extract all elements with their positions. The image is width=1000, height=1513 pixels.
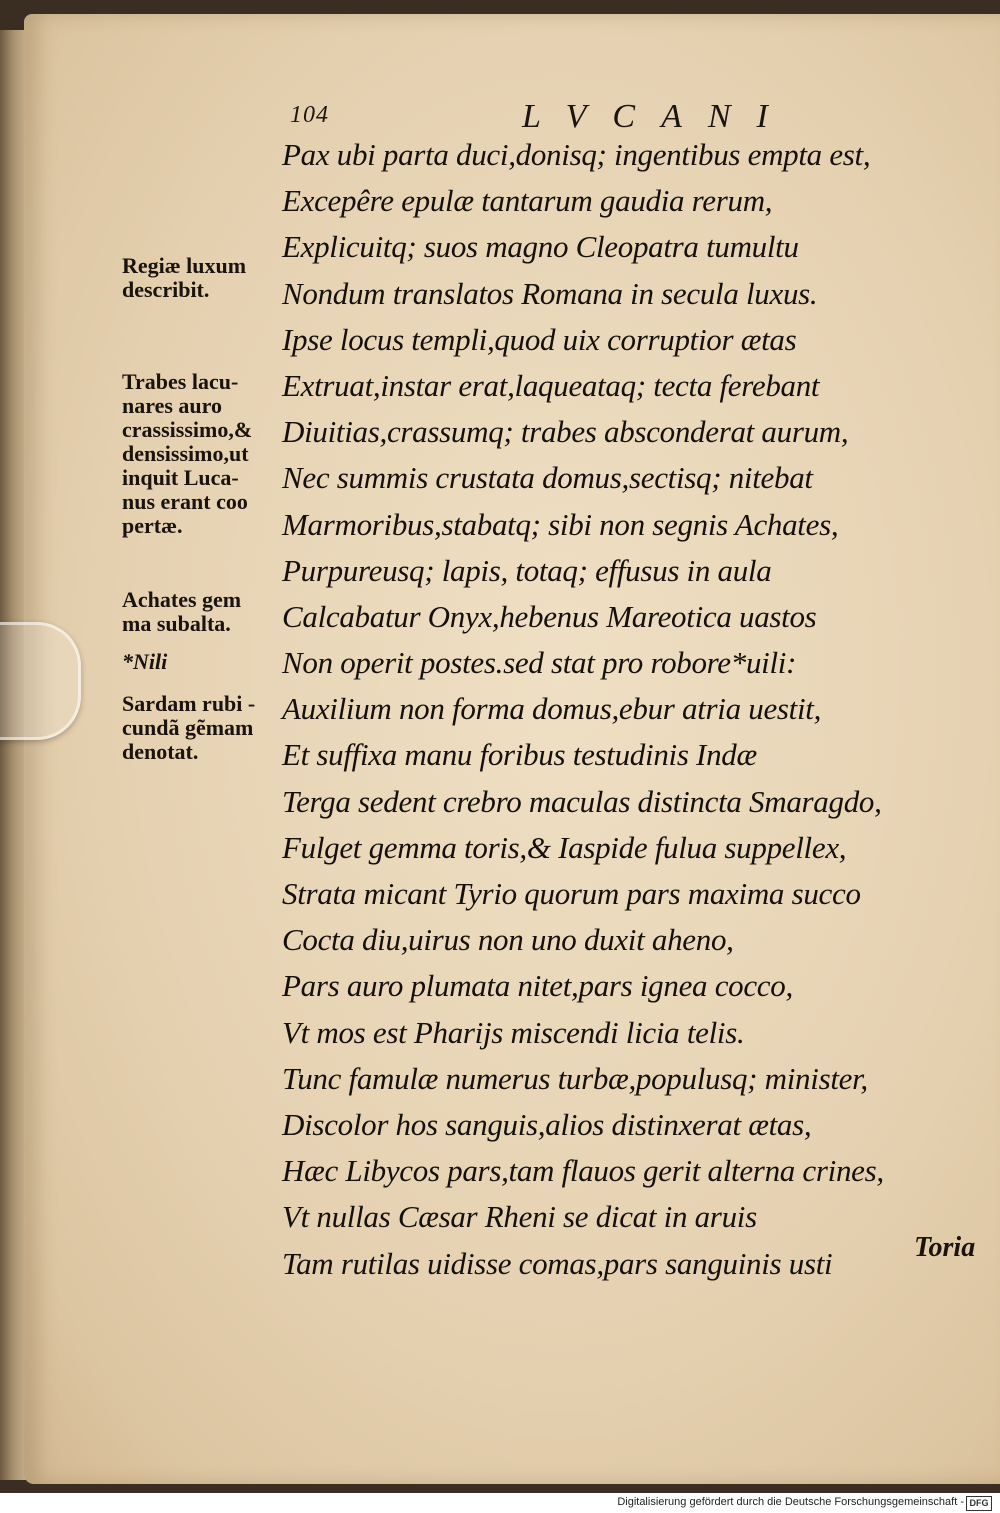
verse-line: Vt mos est Pharijs miscendi licia telis. — [282, 1014, 745, 1050]
verse-line: Pax ubi parta duci,donisq; ingentibus empta est, — [282, 137, 871, 172]
margin-note-luxury: Regiæ luxum describit. — [122, 253, 247, 302]
verse-line: Explicuitq; suos magno Cleopatra tumultu — [282, 229, 799, 265]
verse-line: Tunc famulæ numerus turbæ,populusq; minister, — [282, 1060, 868, 1096]
verse-line: Et suffixa manu foribus testudinis Indæ — [282, 737, 757, 773]
verse-line: Diuitias,crassumq; trabes absconderat aurum, — [282, 414, 849, 450]
margin-note-nili: *Nili — [122, 649, 168, 674]
verse-line: Cocta diu,uirus non uno duxit aheno, — [282, 922, 734, 958]
verse-line: Terga sedent crebro maculas distincta Smaragdo, — [282, 783, 882, 819]
verse-line: Hæc Libycos pars,tam flauos gerit alterna crines, — [282, 1153, 884, 1189]
verse-line: Discolor hos sanguis,alios distinxerat ætas, — [282, 1106, 812, 1142]
verse-line: Vt nullas Cæsar Rheni se dicat in aruis — [282, 1199, 757, 1235]
dfg-logo-icon: DFG — [966, 1496, 992, 1511]
verse-line: Auxilium non forma domus,ebur atria uestit, — [282, 691, 822, 727]
footer-bar — [0, 1493, 1000, 1513]
verse-line: Purpureusq; lapis, totaq; effusus in aula — [282, 552, 772, 588]
verse-line: Extruat,instar erat,laqueataq; tecta ferebant — [282, 367, 820, 403]
funding-credit: Digitalisierung gefördert durch die Deutsche Forschungsgemeinschaft - — [617, 1496, 964, 1508]
verse-line: Non operit postes.sed stat pro robore*uili: — [282, 645, 797, 681]
margin-note-beams: Trabes lacu- nares auro crassissimo,& densissimo,ut inquit Luca- nus erant coo pertæ. — [122, 369, 253, 538]
verse-line: Strata micant Tyrio quorum pars maxima succo — [282, 876, 861, 911]
verse-line: Tam rutilas uidisse comas,pars sanguinis usti — [282, 1245, 833, 1281]
verse-line: Pars auro plumata nitet,pars ignea cocco, — [282, 968, 793, 1004]
running-head: LVCANI — [522, 98, 794, 135]
margin-note-achates: Achates gem ma subalta. — [122, 587, 242, 636]
verse-text — [282, 132, 982, 1287]
margin-note-sarda: Sardam rubi - cundã gẽmam denotat. — [122, 691, 256, 764]
verse-line: Marmoribus,stabatq; sibi non segnis Achates, — [282, 506, 839, 542]
page-clip — [0, 622, 81, 740]
catchword: Toria — [914, 1232, 976, 1263]
verse-line: Calcabatur Onyx,hebenus Mareotica uastos — [282, 598, 817, 634]
verse-line: Nondum translatos Romana in secula luxus. — [282, 275, 818, 311]
verse-line: Fulget gemma toris,& Iaspide fulua suppellex, — [282, 829, 847, 865]
verse-line: Ipse locus templi,quod uix corruptior ætas — [282, 321, 797, 357]
page-number: 104 — [290, 102, 329, 128]
verse-line: Excepêre epulæ tantarum gaudia rerum, — [282, 183, 773, 219]
verse-line: Nec summis crustata domus,sectisq; nitebat — [282, 460, 813, 496]
